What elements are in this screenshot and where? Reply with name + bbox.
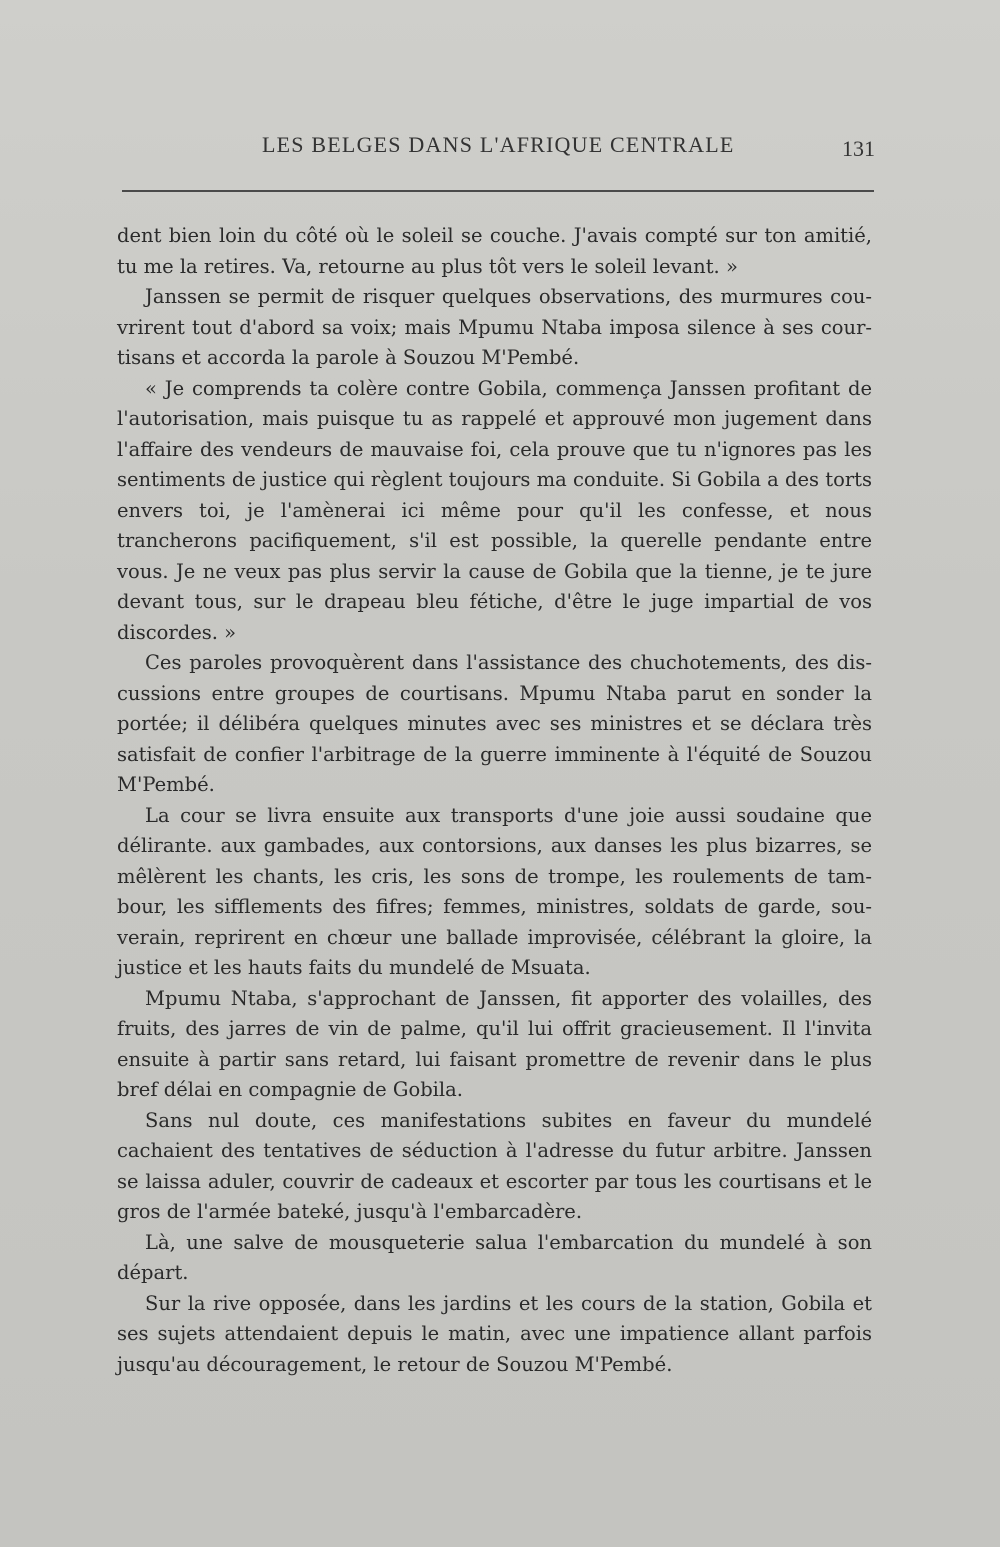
paragraph: « Je comprends ta colère contre Gobila, commença Janssen profitant de l'autorisation, mais puisque tu as rappelé et approuvé mon jugement dans l'affaire des vendeurs de mauvaise foi, cela prouve que tu n'ignores pas les sentiments de justice qui règlent toujours ma conduite. Si Gobila a des torts envers toi, je l'amènerai ici même pour qu'il les confesse, et nous trancherons pacifiquement, s'il est possible, la querelle pendante entre vous. Je ne veux pas plus servir la cause de Gobila que la tienne, je te jure devant tous, sur le drapeau bleu fétiche, d'être le juge impartial de vos discordes. » [117, 376, 872, 644]
paragraph: Là, une salve de mousqueterie salua l'embarcation du mundelé à son départ. [117, 1230, 872, 1284]
paragraph: dent bien loin du côté où le soleil se couche. J'avais compté sur ton amitié, tu me la retires. Va, retourne au plus tôt vers le soleil levant. » [117, 224, 872, 278]
paragraph: Sans nul doute, ces manifestations subites en faveur du mundelé cachaient des tentatives de séduction à l'adresse du futur arbitre. Janssen se laissa aduler, couvrir de cadeaux et escorter par tous les courtisans et le gros de l'armée bateké, jusqu'à l'embarcadère. [117, 1108, 872, 1223]
paragraph: La cour se livra ensuite aux transports d'une joie aussi soudaine que délirante. aux gambades, aux contorsions, aux danses les plus bizarres, se mêlèrent les chants, les cris, les sons de trompe, les roulements de tambour, les sifflements des fifres; femmes, ministres, soldats de garde, souverain, reprirent en chœur une ballade improvisée, célébrant la gloire, la justice et les hauts faits du mundelé de Msuata. [117, 803, 872, 979]
header-rule [122, 190, 874, 192]
body-text [117, 221, 872, 1380]
paragraph: Sur la rive opposée, dans les jardins et les cours de la station, Gobila et ses sujets attendaient depuis le matin, avec une impatience allant parfois jusqu'au découragement, le retour de Souzou M'Pembé. [117, 1291, 872, 1376]
running-title: LES BELGES DANS L'AFRIQUE CENTRALE [262, 132, 735, 157]
paragraph: Janssen se permit de risquer quelques observations, des murmures couvrirent tout d'abord sa voix; mais Mpumu Ntaba imposa silence à ses courtisans et accorda la parole à Souzou M'Pembé. [117, 285, 872, 369]
page-header [120, 132, 875, 172]
paragraph: Mpumu Ntaba, s'approchant de Janssen, fit apporter des volailles, des fruits, des jarres de vin de palme, qu'il lui offrit gracieusement. Il l'invita ensuite à partir sans retard, lui faisant promettre de revenir dans le plus bref délai en compagnie de Gobila. [117, 986, 872, 1101]
page-number: 131 [842, 136, 875, 161]
paragraph: Ces paroles provoquèrent dans l'assistance des chuchotements, des discussions entre groupes de courtisans. Mpumu Ntaba parut en sonder la portée; il délibéra quelques minutes avec ses ministres et se déclara très satisfait de confier l'arbitrage de la guerre imminente à l'équité de Souzou M'Pembé. [117, 651, 872, 796]
